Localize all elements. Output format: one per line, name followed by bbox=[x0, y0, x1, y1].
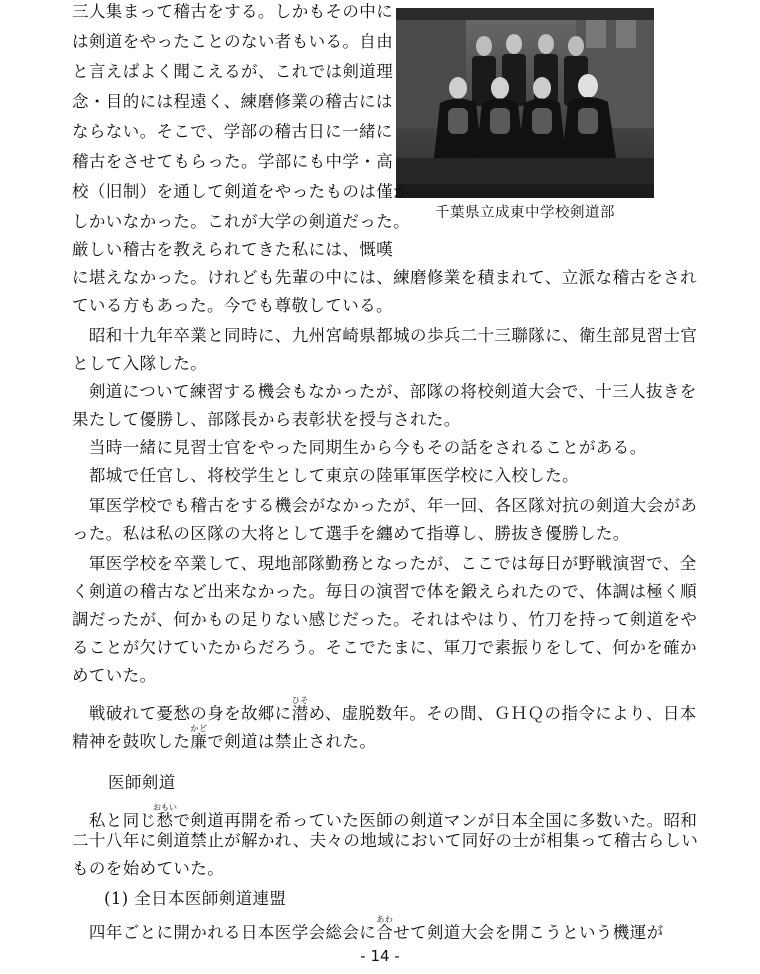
text-segment: 私と同じ bbox=[72, 811, 157, 830]
ruby-word bbox=[152, 803, 177, 830]
text-line bbox=[72, 915, 664, 942]
text-line: 剣道について練習する機会もなかったが、部隊の将校剣道大会で、十三人抜きを bbox=[72, 382, 697, 401]
ruby-base: 愁 bbox=[152, 811, 177, 830]
text-segment: せて剣道大会を開こうという機運が bbox=[393, 923, 664, 942]
ruby-reading: かど bbox=[190, 724, 208, 733]
subsection-heading: (1) 全日本医師剣道連盟 bbox=[104, 889, 287, 908]
ruby-base: 廉 bbox=[190, 732, 208, 751]
ruby-word bbox=[291, 696, 309, 723]
text-line: しかいなかった。これが大学の剣道だった。 bbox=[72, 212, 410, 231]
text-line: は剣道をやったことのない者もいる。自由 bbox=[72, 32, 394, 51]
ruby-word bbox=[376, 915, 394, 942]
ruby-base: 合 bbox=[376, 923, 394, 942]
text-line: 稽古をさせてもらった。学部にも中学・高 bbox=[72, 152, 394, 171]
ruby-base: 潜 bbox=[291, 704, 309, 723]
text-line: と言えばよく聞こえるが、これでは剣道理 bbox=[72, 62, 394, 81]
section-heading: 医師剣道 bbox=[108, 773, 176, 792]
text-line: 当時一緒に見習士官をやった同期生から今もその話をされることがある。 bbox=[72, 438, 647, 457]
text-line: ている方もあった。今でも尊敬している。 bbox=[72, 296, 393, 315]
text-line: めていた。 bbox=[72, 666, 157, 685]
ruby-reading: ひそ bbox=[291, 696, 309, 705]
text-segment: 四年ごとに開かれる日本医学会総会に bbox=[72, 923, 377, 942]
kendo-team-photo-image bbox=[396, 8, 654, 198]
text-line: 三人集まって稽古をする。しかもその中に bbox=[72, 2, 394, 21]
photo-figure bbox=[396, 8, 654, 228]
text-segment: で剣道再開を希っていた医師の剣道マンが日本全国に多数いた。昭和 bbox=[173, 811, 698, 830]
text-line: 校（旧制）を通して剣道をやったものは僅か bbox=[72, 182, 410, 201]
text-line: 軍医学校でも稽古をする機会がなかったが、年一回、各区隊対抗の剣道大会があ bbox=[72, 496, 698, 515]
text-line: 昭和十九年卒業と同時に、九州宮崎県都城の歩兵二十三聯隊に、衛生部見習士官 bbox=[72, 326, 698, 345]
page-number: - 14 - bbox=[360, 947, 400, 965]
ruby-reading: おもい bbox=[152, 803, 177, 812]
photo-caption: 千葉県立成東中学校剣道部 bbox=[435, 205, 615, 221]
text-segment: で剣道は禁止された。 bbox=[207, 732, 377, 751]
text-line: ることが欠けていたからだろう。そこでたまに、軍刀で素振りをして、何かを確か bbox=[72, 638, 697, 657]
text-line: に堪えなかった。けれども先輩の中には、練磨修業を積まれて、立派な稽古をされ bbox=[72, 268, 697, 287]
text-line: 都城で任官し、将校学生として東京の陸軍軍医学校に入校した。 bbox=[72, 466, 579, 485]
text-line: 軍医学校を卒業して、現地部隊勤務となったが、ここでは毎日が野戦演習で、全 bbox=[72, 554, 697, 573]
text-line: 厳しい稽古を教えられてきた私には、慨嘆 bbox=[72, 240, 394, 259]
text-line bbox=[72, 803, 698, 830]
text-segment: め、虚脱数年。その間、ＧＨＱの指令により、日本 bbox=[308, 704, 697, 723]
text-line: った。私は私の区隊の大将として選手を纏めて指導し、勝抜き優勝した。 bbox=[72, 524, 630, 543]
text-line: く剣道の稽古など出来なかった。毎日の演習で体を鍛えられたので、体調は極く順 bbox=[72, 582, 697, 601]
text-segment: 精神を鼓吹した bbox=[72, 732, 191, 751]
text-line bbox=[72, 696, 697, 723]
text-line: として入隊した。 bbox=[72, 354, 208, 373]
text-line: ものを始めていた。 bbox=[72, 859, 225, 878]
text-line bbox=[72, 724, 377, 751]
text-line: 果たして優勝し、部隊長から表彰状を授与された。 bbox=[72, 410, 461, 429]
text-segment: 戦破れて憂愁の身を故郷に bbox=[72, 704, 292, 723]
text-line: ならない。そこで、学部の稽古日に一緒に bbox=[72, 122, 393, 141]
ruby-reading: あわ bbox=[376, 915, 394, 924]
text-line: 念・目的には程遠く、練磨修業の稽古には bbox=[72, 92, 393, 111]
ruby-word bbox=[190, 724, 208, 751]
group-photo bbox=[396, 8, 654, 198]
text-line: 二十八年に剣道禁止が解かれ、夫々の地域において同好の士が相集って稽古らしい bbox=[72, 831, 699, 850]
text-line: 調だったが、何かもの足りない感じだった。それはやはり、竹刀を持って剣道をや bbox=[72, 610, 698, 629]
